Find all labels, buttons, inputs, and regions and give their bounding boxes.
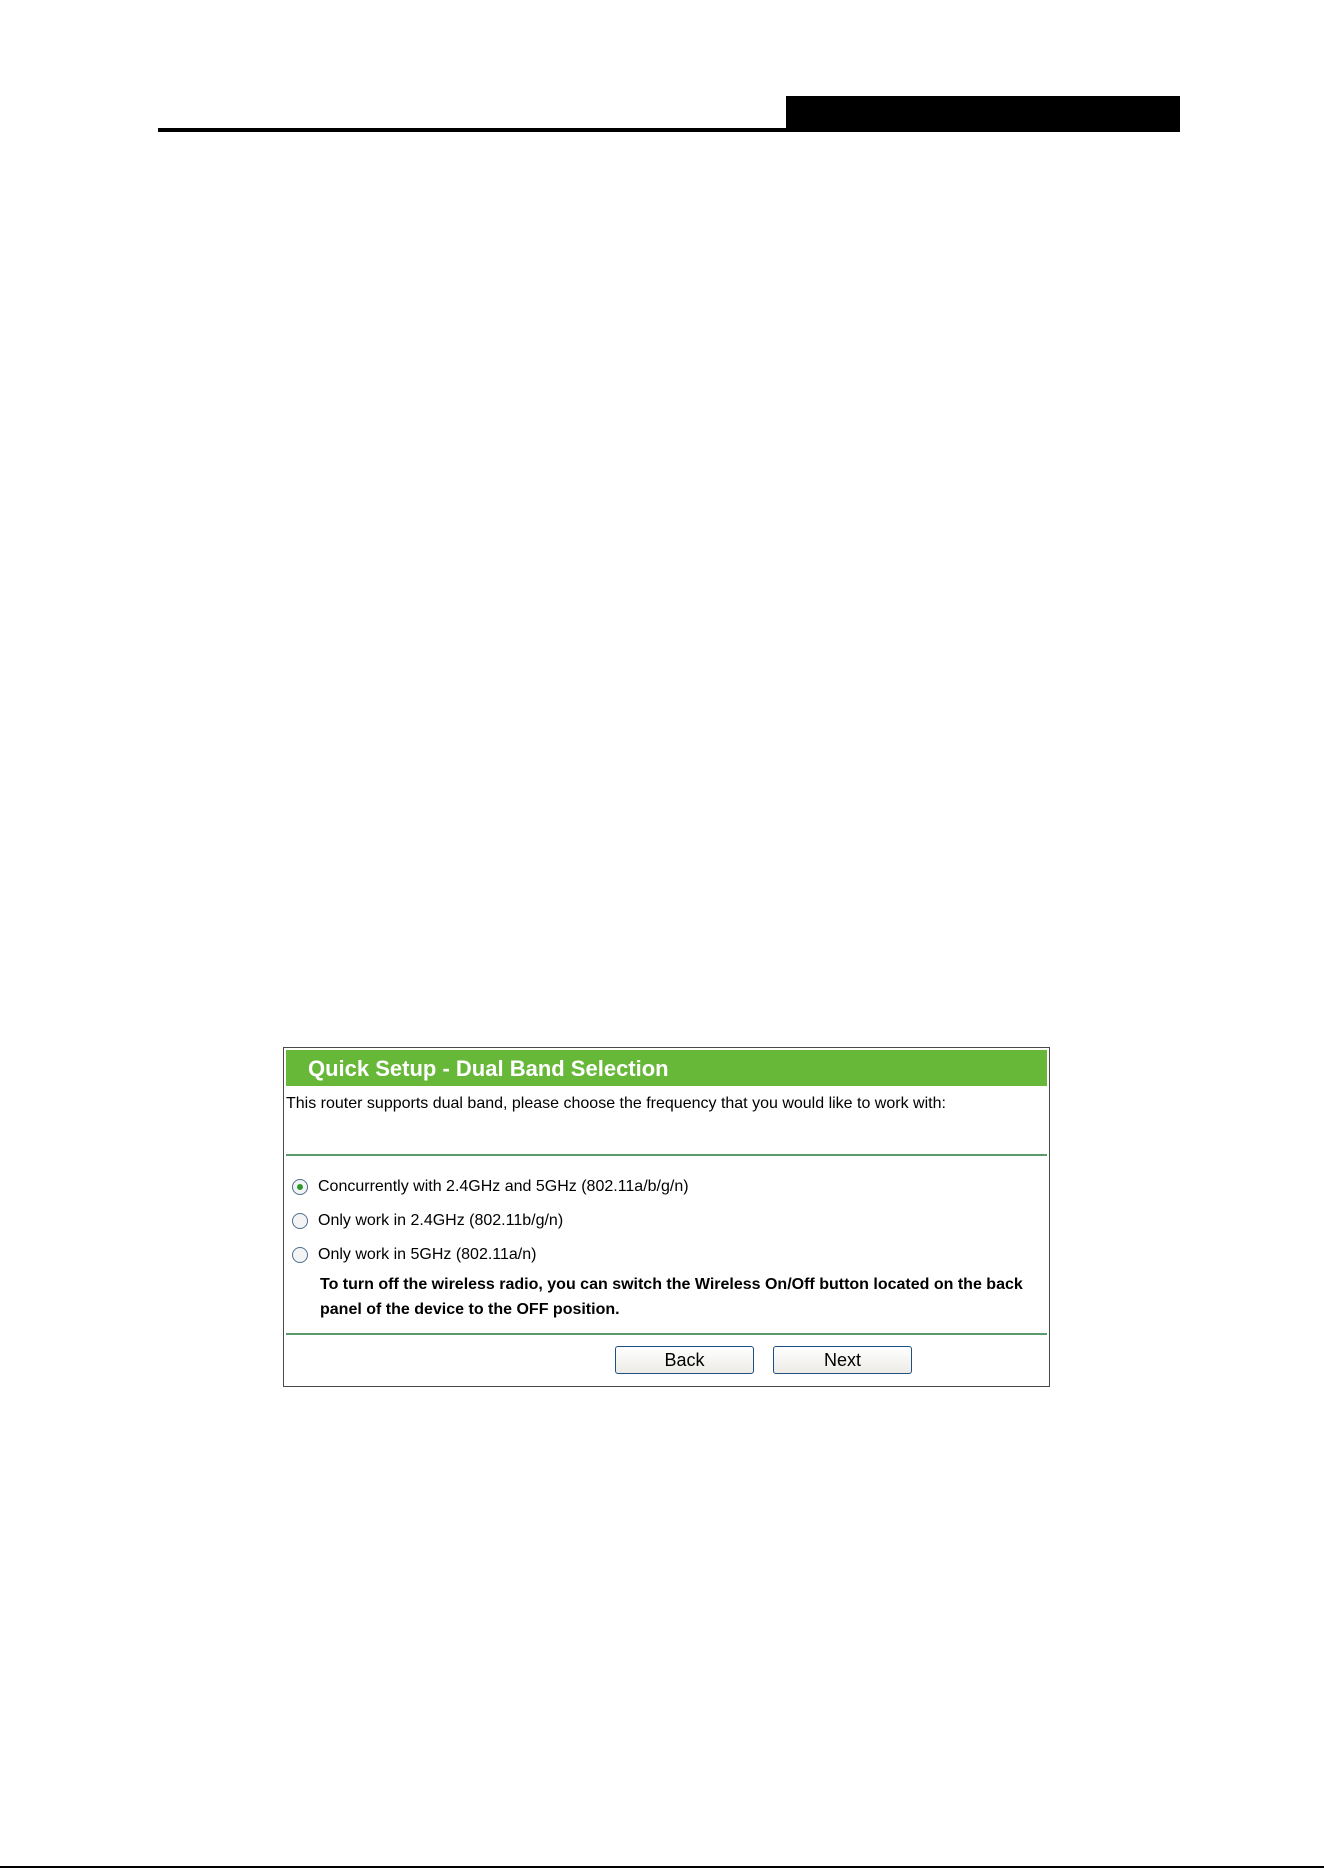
dual-band-selection-panel — [283, 1047, 1050, 1387]
band-options — [292, 1170, 1039, 1272]
option-24ghz[interactable] — [292, 1204, 1039, 1238]
divider-bottom — [286, 1333, 1047, 1335]
back-button[interactable]: Back — [615, 1346, 754, 1374]
page-footer-rule — [0, 1866, 1324, 1868]
option-5ghz-label: Only work in 5GHz (802.11a/n) — [318, 1246, 537, 1263]
intro-text: This router supports dual band, please choose the frequency that you would like to work with: — [286, 1095, 946, 1112]
page-header-block — [786, 96, 1180, 132]
option-concurrent-label: Concurrently with 2.4GHz and 5GHz (802.11a/b/g/n) — [318, 1178, 689, 1195]
next-button[interactable]: Next — [773, 1346, 912, 1374]
option-concurrent[interactable] — [292, 1170, 1039, 1204]
panel-title: Quick Setup - Dual Band Selection — [308, 1056, 669, 1081]
option-24ghz-label: Only work in 2.4GHz (802.11b/g/n) — [318, 1212, 564, 1229]
radio-5ghz[interactable] — [292, 1247, 308, 1263]
option-5ghz[interactable] — [292, 1238, 1039, 1272]
panel-title-bar — [286, 1050, 1047, 1086]
radio-24ghz[interactable] — [292, 1213, 308, 1229]
divider-top — [286, 1154, 1047, 1156]
wireless-radio-note: To turn off the wireless radio, you can switch the Wireless On/Off button located on the back panel of the device to the OFF position. — [320, 1276, 1023, 1318]
radio-concurrent[interactable] — [292, 1179, 308, 1195]
